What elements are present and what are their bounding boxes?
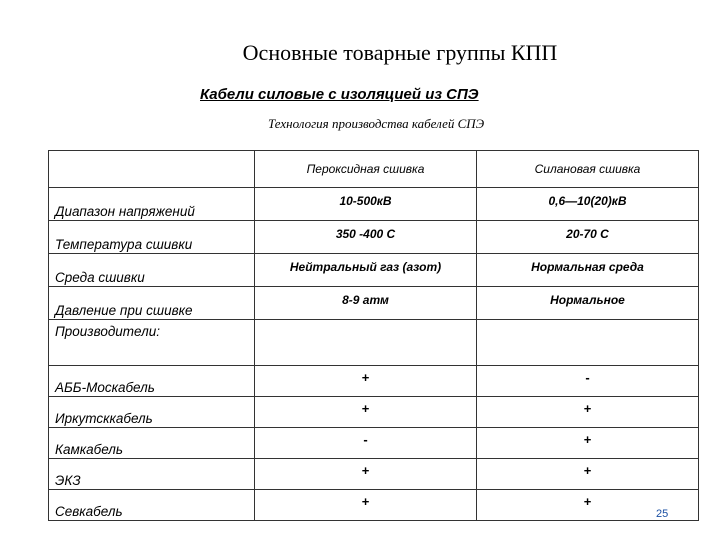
table-row	[49, 459, 699, 490]
table-cell: 0,6—10(20)кВ	[477, 188, 699, 221]
row-label: Среда сшивки	[49, 254, 255, 287]
table-cell	[255, 320, 477, 366]
table-row	[49, 397, 699, 428]
table-row	[49, 366, 699, 397]
table-row	[49, 287, 699, 320]
table-cell: +	[477, 459, 699, 490]
table-cell: Нормальное	[477, 287, 699, 320]
row-label: Севкабель	[49, 490, 255, 521]
page-number: 25	[656, 508, 669, 520]
row-label: ЭКЗ	[49, 459, 255, 490]
table-row	[49, 490, 699, 521]
table-cell: 8-9 атм	[255, 287, 477, 320]
table-cell: -	[255, 428, 477, 459]
corner-cell	[49, 151, 255, 188]
section-title: Технология производства кабелей СПЭ	[268, 116, 485, 131]
table-row	[49, 188, 699, 221]
table-cell	[477, 320, 699, 366]
table-cell: +	[255, 397, 477, 428]
table-cell: +	[477, 490, 699, 521]
row-label: Температура сшивки	[49, 221, 255, 254]
table-cell: +	[477, 397, 699, 428]
row-label: АББ-Москабель	[49, 366, 255, 397]
table-cell: Нейтральный газ (азот)	[255, 254, 477, 287]
column-header: Силановая сшивка	[477, 151, 699, 188]
producers-header-row	[49, 320, 699, 366]
page-title: Основные товарные группы КПП	[242, 40, 558, 65]
table-cell: 10-500кВ	[255, 188, 477, 221]
table-cell: Нормальная среда	[477, 254, 699, 287]
table-row	[49, 254, 699, 287]
table-cell: 20-70 С	[477, 221, 699, 254]
table-cell: +	[255, 459, 477, 490]
comparison-table	[48, 150, 699, 521]
subtitle: Кабели силовые с изоляцией из СПЭ	[200, 86, 479, 103]
column-header: Пероксидная сшивка	[255, 151, 477, 188]
row-label: Камкабель	[49, 428, 255, 459]
table-cell: +	[477, 428, 699, 459]
table-cell: +	[255, 490, 477, 521]
table-cell: +	[255, 366, 477, 397]
row-label: Диапазон напряжений	[49, 188, 255, 221]
table-row	[49, 221, 699, 254]
table-row	[49, 428, 699, 459]
table-header-row	[49, 151, 699, 188]
row-label: Иркутсккабель	[49, 397, 255, 428]
producers-label: Производители:	[49, 320, 255, 366]
row-label: Давление при сшивке	[49, 287, 255, 320]
table-cell: -	[477, 366, 699, 397]
table-cell: 350 -400 С	[255, 221, 477, 254]
